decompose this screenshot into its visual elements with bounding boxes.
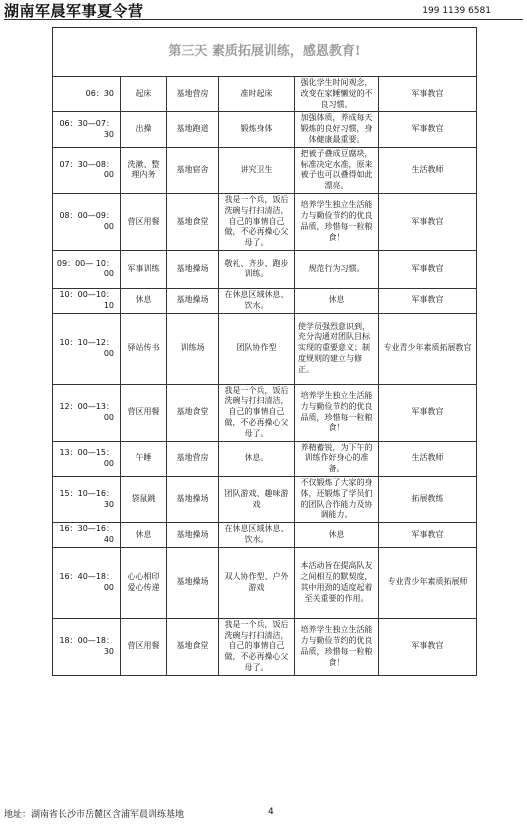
instructor-cell: 军事教官 (379, 77, 477, 112)
activity-cell: 洗漱、整理内务 (121, 147, 167, 193)
activity-cell: 午睡 (121, 441, 167, 476)
purpose-cell: 强化学生时间观念，改变在家睡懒觉的不良习惯。 (295, 77, 379, 112)
location-cell: 基地操场 (167, 547, 219, 618)
location-cell: 基地食堂 (167, 193, 219, 250)
purpose-cell: 休息 (295, 288, 379, 313)
time-cell: 12：00—13：00 (53, 384, 121, 441)
content-cell: 在休息区域休息、饮水。 (219, 288, 295, 313)
location-cell: 基地营房 (167, 77, 219, 112)
location-cell: 基地操场 (167, 288, 219, 313)
instructor-cell: 专业青少年素质拓展教官 (379, 313, 477, 384)
table-row (53, 193, 477, 250)
time-cell: 06：30 (53, 77, 121, 112)
schedule-table (52, 27, 477, 676)
activity-cell: 出操 (121, 112, 167, 147)
purpose-cell: 规范行为习惯。 (295, 250, 379, 288)
content-cell: 锻炼身体 (219, 112, 295, 147)
time-cell: 08：00—09：00 (53, 193, 121, 250)
table-row (53, 77, 477, 112)
day-title: 第三天 素质拓展训练，感恩教育! (53, 28, 477, 77)
purpose-cell: 不仅锻炼了大家的身体，还锻炼了学员们的团队合作能力及协调能力。 (295, 476, 379, 522)
page-number: 4 (268, 807, 274, 817)
content-cell: 准时起床 (219, 77, 295, 112)
instructor-cell: 军事教官 (379, 523, 477, 548)
activity-cell: 休息 (121, 288, 167, 313)
purpose-cell: 培养学生独立生活能力与勤俭节约的优良品质，珍惜每一粒粮食！ (295, 384, 379, 441)
table-row (53, 523, 477, 548)
content-cell: 团队协作型 (219, 313, 295, 384)
time-cell: 07：30—08：00 (53, 147, 121, 193)
purpose-cell: 把被子叠成豆腐块，标准决定水准，原来被子也可以叠得如此漂亮。 (295, 147, 379, 193)
table-row (53, 384, 477, 441)
table-row (53, 441, 477, 476)
content-cell: 敬礼、齐步、跑步训练。 (219, 250, 295, 288)
activity-cell: 军事训练 (121, 250, 167, 288)
time-cell: 06：30—07：30 (53, 112, 121, 147)
activity-cell: 起床 (121, 77, 167, 112)
time-cell: 16：40—18：00 (53, 547, 121, 618)
location-cell: 基地宿舍 (167, 147, 219, 193)
time-cell: 16：30—16：40 (53, 523, 121, 548)
purpose-cell: 使学员强烈意识到，充分沟通对团队目标实现的重要意义；制度规则的建立与修正。 (295, 313, 379, 384)
content-cell: 我是一个兵，饭后洗碗与打扫清洁，自己的事情自己做，不必再操心父母了。 (219, 193, 295, 250)
purpose-cell: 养精蓄锐，为下午的训练作好身心的准备。 (295, 441, 379, 476)
purpose-cell: 本活动旨在提高队友之间相互的默契度，其中用劲的适度起着至关重要的作用。 (295, 547, 379, 618)
table-title-row (53, 28, 477, 77)
location-cell: 基地操场 (167, 523, 219, 548)
purpose-cell: 培养学生独立生活能力与勤俭节约的优良品质，珍惜每一粒粮食！ (295, 193, 379, 250)
instructor-cell: 军事教官 (379, 288, 477, 313)
location-cell: 基地操场 (167, 476, 219, 522)
activity-cell: 驿站传书 (121, 313, 167, 384)
activity-cell: 营区用餐 (121, 384, 167, 441)
location-cell: 基地食堂 (167, 384, 219, 441)
instructor-cell: 军事教官 (379, 250, 477, 288)
phone-number: 199 1139 6581 (422, 6, 491, 16)
content-cell: 我是一个兵，饭后洗碗与打扫清洁，自己的事情自己做，不必再操心父母了。 (219, 618, 295, 675)
content-cell: 我是一个兵，饭后洗碗与打扫清洁，自己的事情自己做，不必再操心父母了。 (219, 384, 295, 441)
time-cell: 13：00—15：00 (53, 441, 121, 476)
table-row (53, 288, 477, 313)
table-row (53, 250, 477, 288)
instructor-cell: 生活教师 (379, 147, 477, 193)
table-row (53, 147, 477, 193)
purpose-cell: 培养学生独立生活能力与勤俭节约的优良品质，珍惜每一粒粮食！ (295, 618, 379, 675)
location-cell: 基地跑道 (167, 112, 219, 147)
instructor-cell: 军事教官 (379, 112, 477, 147)
time-cell: 10：00—10：10 (53, 288, 121, 313)
content-cell: 在休息区域休息、饮水。 (219, 523, 295, 548)
time-cell: 15：10—16：30 (53, 476, 121, 522)
instructor-cell: 拓展教练 (379, 476, 477, 522)
content-cell: 休息。 (219, 441, 295, 476)
instructor-cell: 专业青少年素质拓展师 (379, 547, 477, 618)
location-cell: 基地操场 (167, 250, 219, 288)
instructor-cell: 军事教官 (379, 618, 477, 675)
activity-cell: 休息 (121, 523, 167, 548)
purpose-cell: 休息 (295, 523, 379, 548)
table-row (53, 112, 477, 147)
table-row (53, 618, 477, 675)
location-cell: 训练场 (167, 313, 219, 384)
content-cell: 讲究卫生 (219, 147, 295, 193)
activity-cell: 袋鼠跳 (121, 476, 167, 522)
purpose-cell: 加强体质，养成每天锻炼的良好习惯，身体健康最重要。 (295, 112, 379, 147)
table-row (53, 547, 477, 618)
activity-cell: 营区用餐 (121, 193, 167, 250)
instructor-cell: 军事教官 (379, 193, 477, 250)
table-row (53, 476, 477, 522)
time-cell: 10：10—12：00 (53, 313, 121, 384)
footer-address: 地址：湖南省长沙市岳麓区含浦军晨训练基地 (4, 810, 185, 820)
location-cell: 基地食堂 (167, 618, 219, 675)
activity-cell: 营区用餐 (121, 618, 167, 675)
location-cell: 基地营房 (167, 441, 219, 476)
document-title: 湖南军晨军事夏令营 (4, 2, 144, 20)
time-cell: 18：00—18：30 (53, 618, 121, 675)
instructor-cell: 生活教师 (379, 441, 477, 476)
content-cell: 双人协作型、户外游戏 (219, 547, 295, 618)
header-divider (4, 19, 523, 20)
time-cell: 09：00— 10：00 (53, 250, 121, 288)
activity-cell: 心心相印爱心传递 (121, 547, 167, 618)
instructor-cell: 军事教官 (379, 384, 477, 441)
table-row (53, 313, 477, 384)
content-cell: 团队游戏、趣味游戏 (219, 476, 295, 522)
